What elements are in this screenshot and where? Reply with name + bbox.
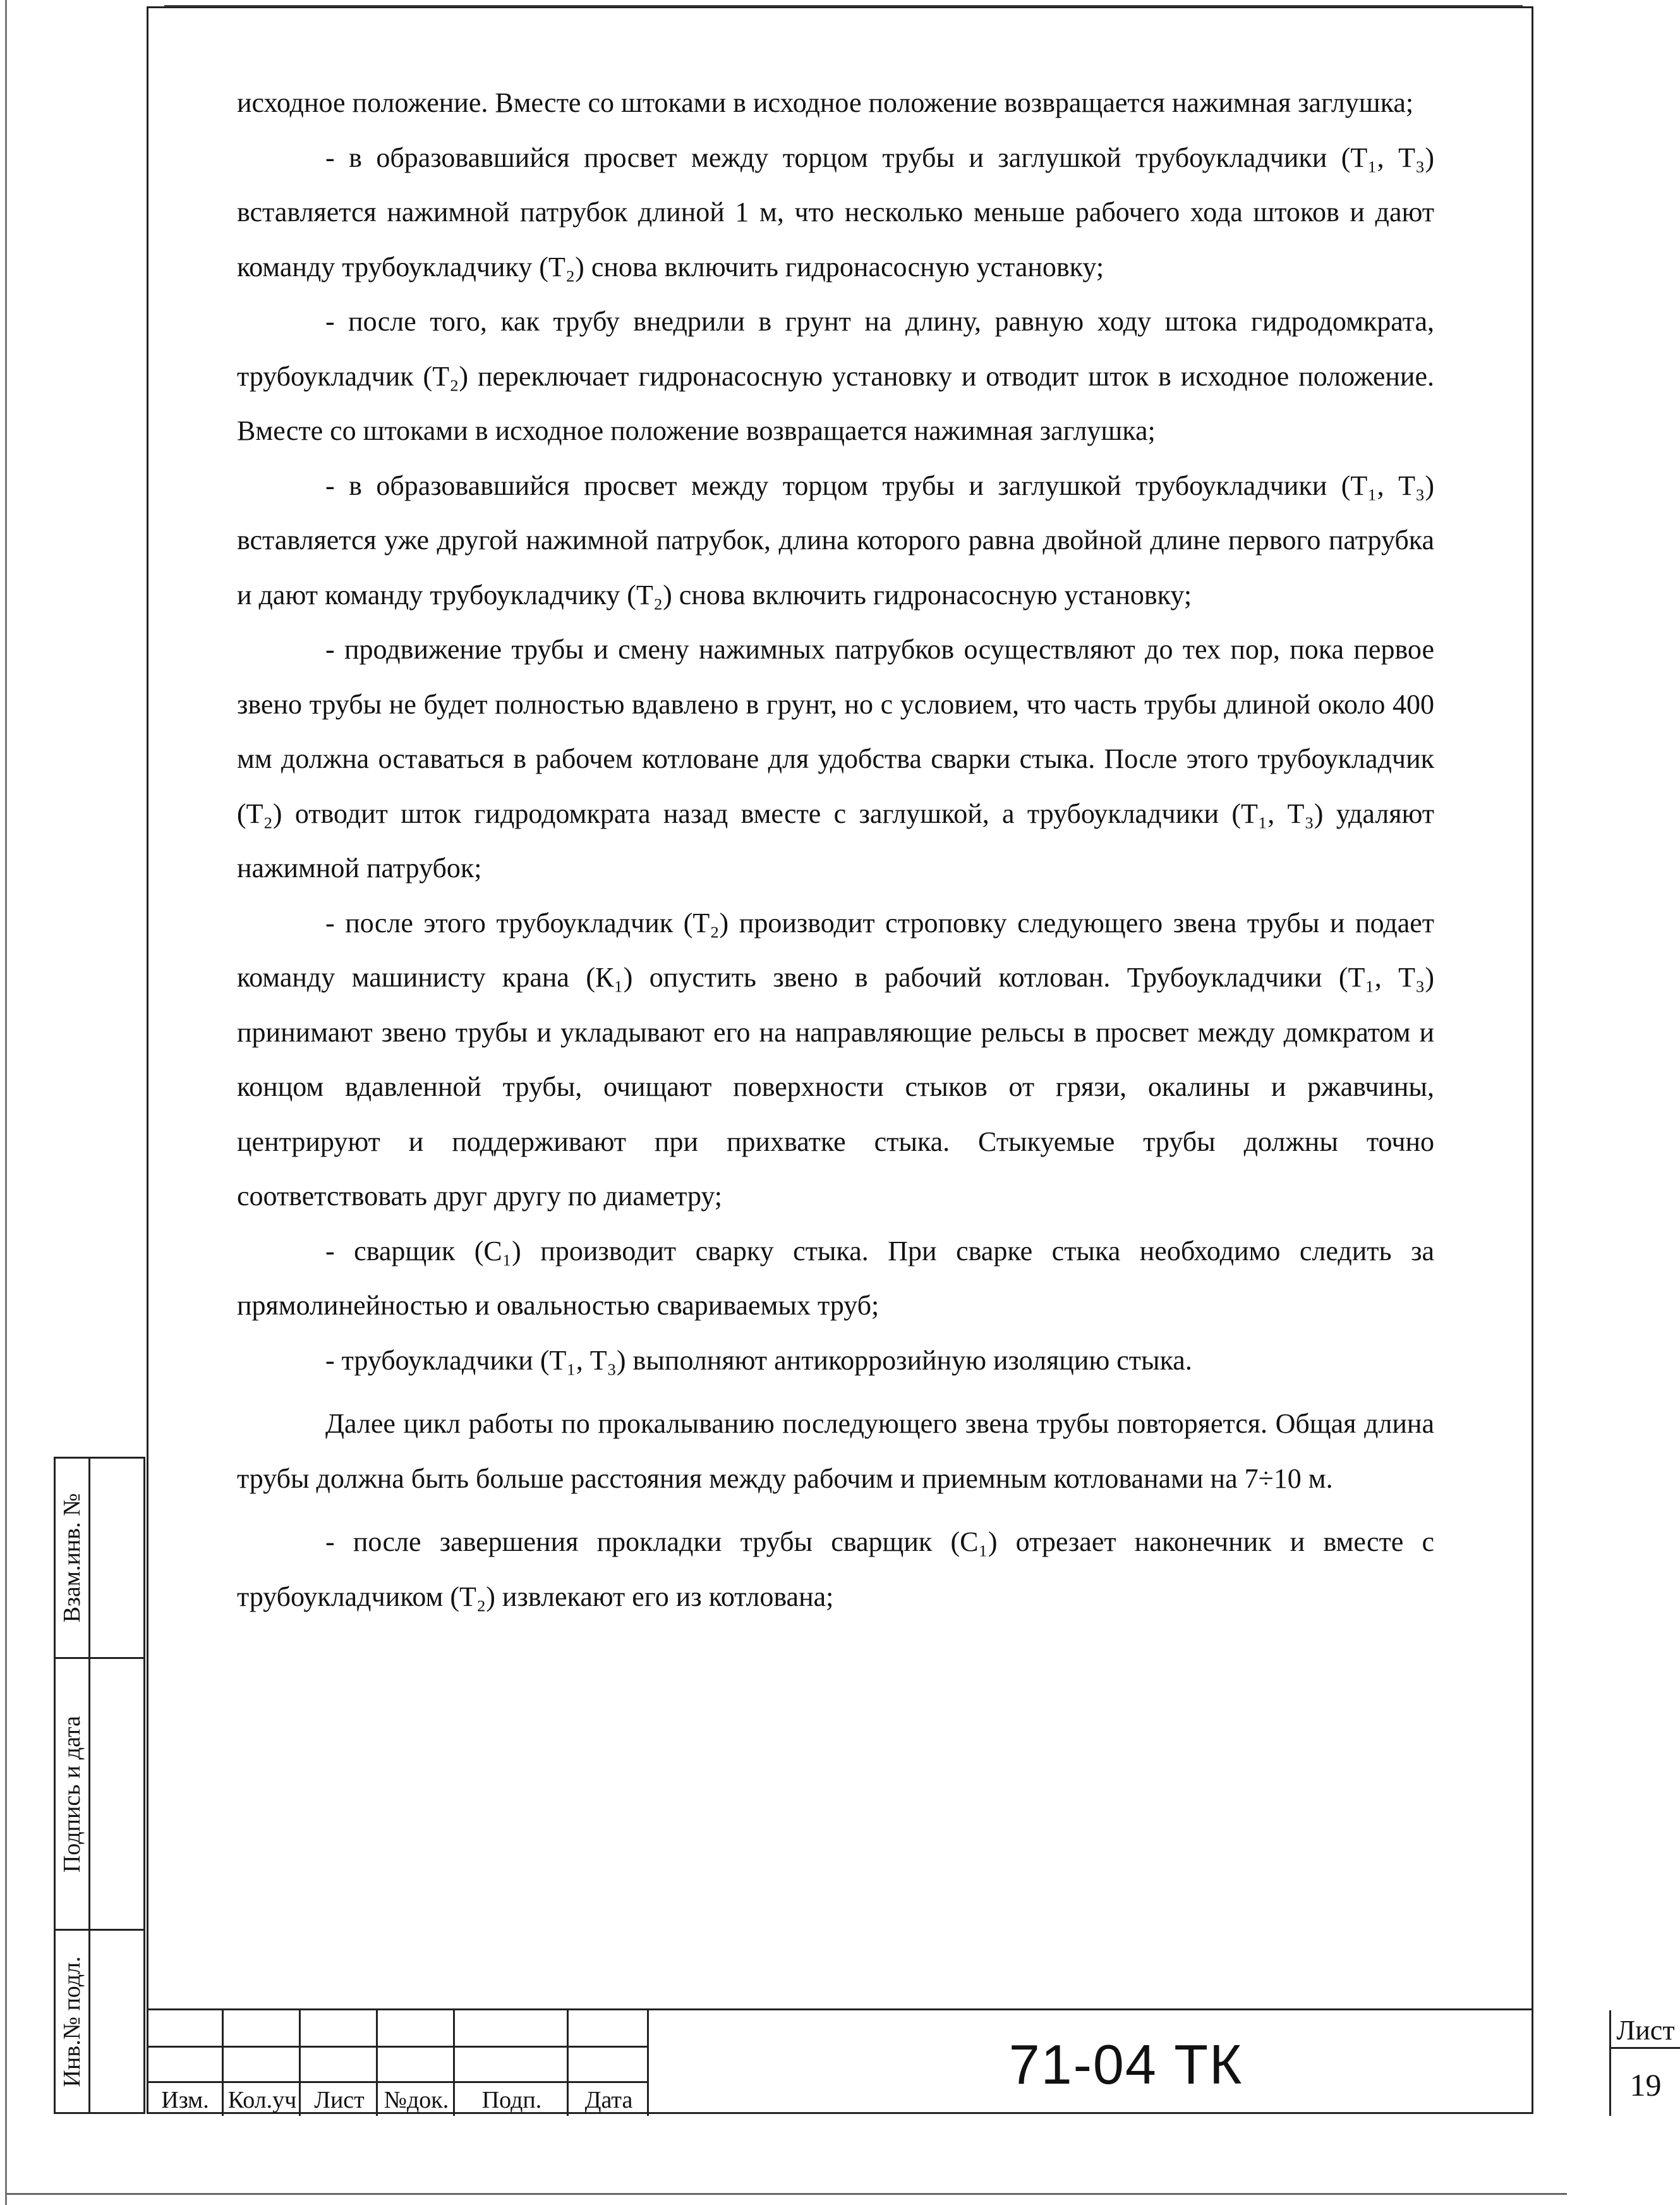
sheet-number: 19 — [1629, 2067, 1662, 2103]
document-code: 71-04 ТК — [1008, 2033, 1243, 2096]
replacement-inv-label: Взам.инв. № — [59, 1493, 85, 1623]
paragraph: - сварщик (С₁) производит сварку стыка. При сварке стыка необходимо следить за прямолинейностью и овальностью свариваемых труб; — [237, 1235, 1434, 1321]
col-header-sheet: Лист — [314, 2087, 365, 2113]
original-inv-label: Инв.№ подл. — [59, 1955, 85, 2087]
left-page-edge — [5, 0, 7, 2205]
title-block — [147, 2008, 1675, 2114]
paragraph: - после этого трубоукладчик (Т₂) производит строповку следующего звена трубы и подает команду машинисту крана (К₁) опустить звено в рабочий котлован. Трубоукладчики (Т₁, Т₃) принимают звено трубы и укладывают его на направляющие рельсы в просвет между домкратом и концом вдавленной трубы, очищают поверхности стыков от грязи, окалины и ржавчины, центрируют и поддерживают при прихватке стыка. Стыкуемые трубы должны точно соответствовать друг другу по диаметру; — [237, 907, 1434, 1212]
side-stamp-replacement-inv — [54, 1457, 145, 1659]
side-stamp-original-inv — [54, 1929, 145, 2114]
paragraph: - после завершения прокладки трубы сварщик (С₁) отрезает наконечник и вместе с трубоукладчиком (Т₂) извлекают его из котлована; — [237, 1526, 1434, 1612]
paragraph: Далее цикл работы по прокалыванию последующего звена трубы повторяется. Общая длина трубы должна быть больше расстояния между рабочим и приемным котлованами на 7÷10 м. — [237, 1408, 1434, 1494]
paragraph: - продвижение трубы и смену нажимных патрубков осуществляют до тех пор, пока первое звено трубы не будет полностью вдавлено в грунт, но с условием, что часть трубы длиной около 400 мм должна оставаться в рабочем котловане для удобства сварки стыка. После этого трубоукладчик (Т₂) отводит шток гидродомкрата назад вместе с заглушкой, а трубоукладчики (Т₁, Т₃) удаляют нажимной патрубок; — [237, 634, 1434, 884]
paragraph: - в образовавшийся просвет между торцом трубы и заглушкой трубоукладчики (Т₁, Т₃) вставляется нажимной патрубок длиной 1 м, что несколько меньше рабочего хода штоков и дают команду трубоукладчику (Т₂) снова включить гидронасосную установку; — [237, 142, 1434, 282]
paragraph: исходное положение. Вместе со штоками в исходное положение возвращается нажимная заглушка; — [237, 87, 1414, 118]
col-header-doc-number: №док. — [384, 2087, 449, 2113]
side-stamp-signature-date — [54, 1657, 145, 1931]
paragraph: - трубоукладчики (Т₁, Т₃) выполняют антикоррозийную изоляцию стыка. — [325, 1344, 1192, 1376]
sheet-label: Лист — [1616, 2015, 1675, 2046]
body-text — [237, 76, 1434, 1624]
col-header-count: Кол.уч — [227, 2087, 297, 2113]
paragraph: - в образовавшийся просвет между торцом трубы и заглушкой трубоукладчики (Т₁, Т₃) вставляется уже другой нажимной патрубок, длина которого равна двойной длине первого патрубка и дают команду трубоукладчику (Т₂) снова включить гидронасосную установку; — [237, 470, 1434, 610]
signature-date-label: Подпись и дата — [59, 1715, 85, 1873]
paragraph: - после того, как трубу внедрили в грунт на длину, равную ходу штока гидродомкрата, трубоукладчик (Т₂) переключает гидронасосную установку и отводит шток в исходное положение. Вместе со штоками в исходное положение возвращается нажимная заглушка; — [237, 306, 1434, 446]
col-header-signature: Подп. — [481, 2087, 542, 2113]
col-header-change: Изм. — [161, 2087, 209, 2113]
bottom-page-edge — [6, 2193, 1567, 2195]
col-header-date: Дата — [584, 2087, 633, 2113]
